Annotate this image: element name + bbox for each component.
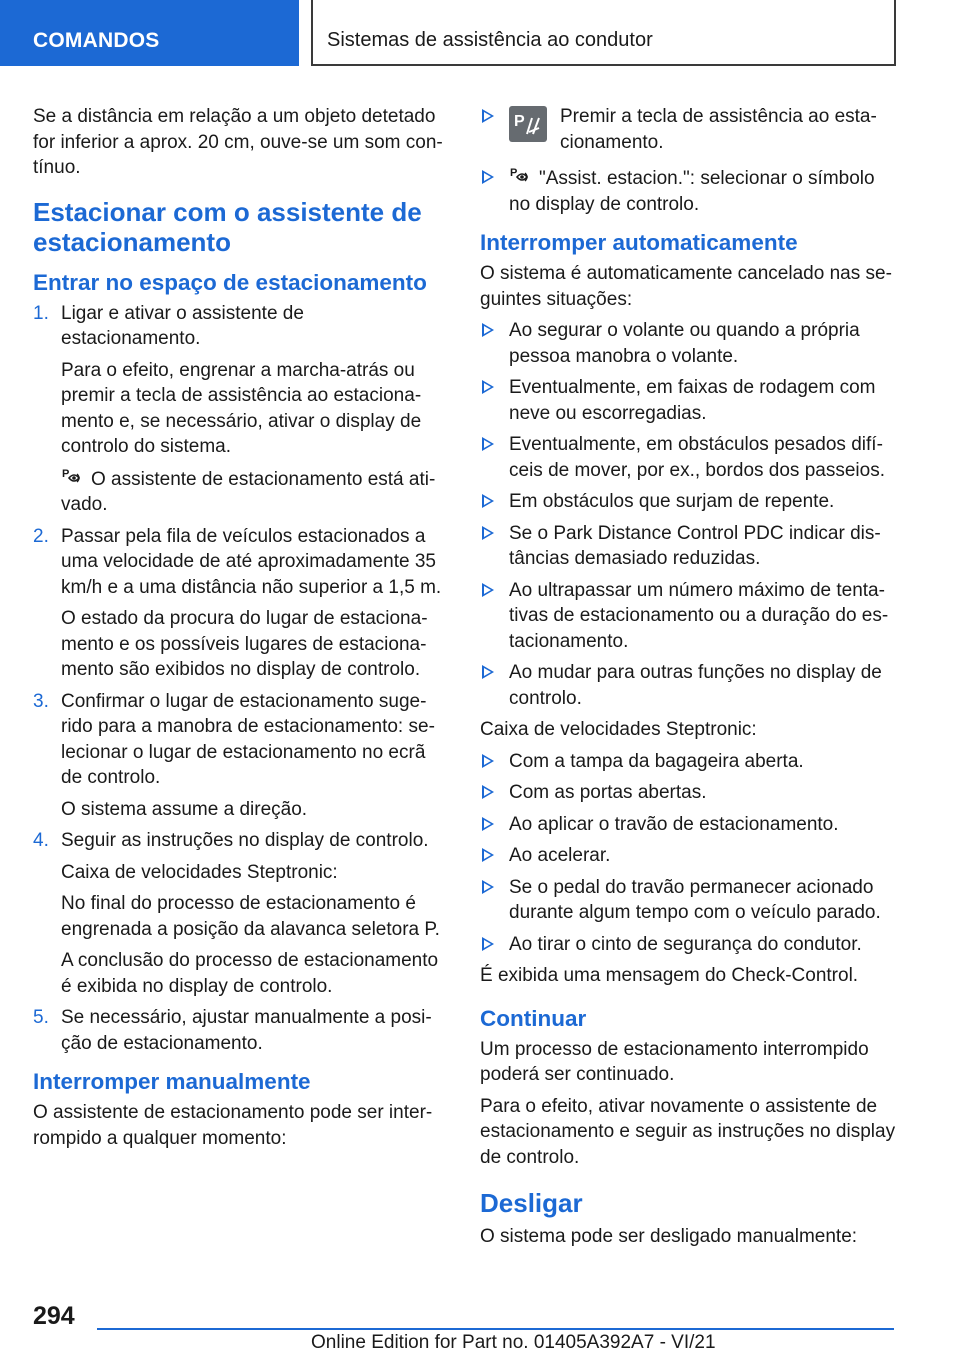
step-number: 4.: [33, 830, 49, 851]
bullet-item: [480, 660, 898, 711]
bullet-arrow-icon: [482, 437, 494, 451]
heading-auto-interrupt: Interromper automaticamente: [480, 230, 798, 255]
edition-info: Online Edition for Part no. 01405A392A7 - VI/21: [311, 1332, 716, 1353]
step-text: Confirmar o lugar de estacionamento sugerido para a manobra de estacionamento: selecionar o lugar de estacionamento no ecrã de controlo.: [61, 690, 435, 788]
step-item-2: [33, 524, 448, 683]
step-number: 2.: [33, 525, 49, 547]
bullet-arrow-icon: [482, 937, 494, 951]
bullet-text: Ao segurar o volante ou quando a própria pessoa manobra o volante.: [509, 320, 860, 367]
step-text: No final do processo de estacionamento é engrenada a posição da alavanca seletora P.: [61, 893, 440, 940]
bullet-text: Ao tirar o cinto de segurança do condutor.: [509, 933, 862, 955]
bullet-text: Ao aplicar o travão de estacionamento.: [509, 813, 839, 835]
step-text: Passar pela fila de veículos estacionados a uma velocidade de até aproximadamente 35 km/h e a uma distância não superior a 1,5 m.: [61, 525, 442, 598]
bullet-arrow-icon: [482, 109, 494, 123]
bullet-item: [480, 932, 898, 958]
page-header: [0, 0, 960, 66]
bullet-item: [480, 812, 898, 838]
step-icon-text: [61, 466, 448, 518]
continue-text: Um processo de estacionamento interrompido poderá ser continuado.: [480, 1038, 869, 1085]
step-text: Para o efeito, engrenar a marcha-atrás ou premir a tecla de assistência ao estacionamento e, se necessário, ativar o display de controlo do sistema.: [61, 359, 422, 457]
step-text: Seguir as instruções no display de controlo.: [61, 830, 429, 851]
chapter-tab: [311, 0, 896, 66]
step-text: O sistema assume a direção.: [61, 798, 308, 820]
bullet-text: Com as portas abertas.: [509, 782, 707, 803]
step-number: 5.: [33, 1007, 49, 1028]
heading-continue: Continuar: [480, 1005, 587, 1031]
bullet-item: [480, 489, 898, 515]
bullet-text: Eventualmente, em faixas de rodagem com neve ou escorregadias.: [509, 377, 876, 424]
bullet-arrow-icon: [482, 380, 494, 394]
manual-interrupt-text: O assistente de estacionamento pode ser interrompido a qualquer momento:: [33, 1102, 433, 1149]
bullet-arrow-icon: [482, 754, 494, 768]
bullet-item: [480, 780, 898, 806]
step-text: O assistente de estacionamento está ativado.: [61, 468, 436, 515]
bullet-text: Com a tampa da bagageira aberta.: [509, 750, 804, 772]
park-assist-button-icon: [509, 106, 547, 142]
bullet-arrow-icon: [482, 170, 494, 184]
step-item-5: [33, 1005, 448, 1056]
auto-interrupt-text: O sistema é automaticamente cancelado nas seguintes situações:: [480, 263, 892, 310]
switch-off-text: O sistema pode ser desligado manualmente:: [480, 1226, 858, 1247]
bullet-item: [480, 578, 898, 655]
park-assist-icon: [509, 165, 533, 187]
bullet-text: Em obstáculos que surjam de repente.: [509, 491, 835, 512]
bullet-text: Se o Park Distance Control PDC indicar distâncias demasiado reduzidas.: [509, 522, 881, 569]
steps-list: [33, 301, 448, 1057]
bullet-arrow-icon: [482, 848, 494, 862]
bullet-arrow-icon: [482, 785, 494, 799]
svg-text:P: P: [62, 467, 70, 480]
bullet-item: [480, 104, 898, 155]
intro-paragraph: Se a distância em relação a um objeto detetado for inferior a aprox. 20 cm, ouve-se um som contínuo.: [33, 106, 443, 178]
bullet-arrow-icon: [482, 817, 494, 831]
section-label: COMANDOS: [33, 29, 160, 52]
bullet-text: Eventualmente, em obstáculos pesados difíceis de mover, por ex., bordos dos passeios.: [509, 434, 885, 481]
checkcontrol-text: É exibida uma mensagem do Check-Control.: [480, 965, 859, 986]
svg-text:P: P: [510, 167, 518, 179]
bullet-text: Ao ultrapassar um número máximo de tentativas de estacionamento ou a duração do estacionamento.: [509, 579, 889, 652]
step-text: Se necessário, ajustar manualmente a posição de estacionamento.: [61, 1007, 432, 1054]
bullet-arrow-icon: [482, 494, 494, 508]
bullet-item: [480, 375, 898, 426]
step-text: Ligar e ativar o assistente de estacionamento.: [61, 302, 304, 349]
bullet-text: "Assist. estacion.": selecionar o símbolo no display de controlo.: [509, 168, 875, 215]
step-item-4: [33, 828, 448, 999]
page-number: 294: [33, 1302, 75, 1330]
bullet-arrow-icon: [482, 880, 494, 894]
bullet-item: [480, 318, 898, 369]
bullet-arrow-icon: [482, 323, 494, 337]
bullet-arrow-icon: [482, 583, 494, 597]
step-item-3: [33, 689, 448, 823]
continue-text: Para o efeito, ativar novamente o assistente de estacionamento e seguir as instruções no display de controlo.: [480, 1095, 896, 1168]
bullet-item: [480, 843, 898, 869]
svg-text:P: P: [514, 113, 525, 130]
bullet-text: Se o pedal do travão permanecer acionado durante algum tempo com o veículo parado.: [509, 876, 881, 923]
bullet-item: [480, 432, 898, 483]
heading-park-assistant: Estacionar com o assistente de estacionamento: [33, 196, 422, 257]
bullet-arrow-icon: [482, 526, 494, 540]
heading-enter-space: Entrar no espaço de estacionamento: [33, 269, 427, 295]
step-text: A conclusão do processo de estacionamento é exibida no display de controlo.: [61, 950, 439, 997]
bullet-text: Premir a tecla de assistência ao estacionamento.: [560, 106, 877, 153]
heading-manual-interrupt: Interromper manualmente: [33, 1069, 311, 1094]
left-column: [33, 104, 448, 1157]
bullet-text: Ao mudar para outras funções no display de controlo.: [509, 662, 882, 709]
section-tab: [0, 0, 299, 66]
bullet-arrow-icon: [482, 665, 494, 679]
auto-bullets-list: [480, 318, 898, 711]
step-item-1: [33, 301, 448, 518]
step-number: 3.: [33, 690, 49, 712]
heading-switch-off: Desligar: [480, 1188, 583, 1218]
bullet-item: [480, 165, 898, 217]
steptronic-label: Caixa de velocidades Steptronic:: [480, 719, 757, 740]
footer-divider: [97, 1328, 894, 1330]
park-assist-icon: [61, 466, 85, 488]
step-text: Caixa de velocidades Steptronic:: [61, 861, 338, 883]
bullet-text: Ao acelerar.: [509, 845, 611, 866]
steptronic-bullets-list: [480, 749, 898, 958]
bullet-item: [480, 749, 898, 775]
step-text: O estado da procura do lugar de estacionamento e os possíveis lugares de estacionamento são exibidos no display de controlo.: [61, 608, 428, 680]
step-number: 1.: [33, 302, 49, 324]
right-column: [480, 104, 898, 1256]
bullet-item: [480, 521, 898, 572]
bullet-item: [480, 875, 898, 926]
chapter-label: Sistemas de assistência ao condutor: [327, 29, 653, 51]
